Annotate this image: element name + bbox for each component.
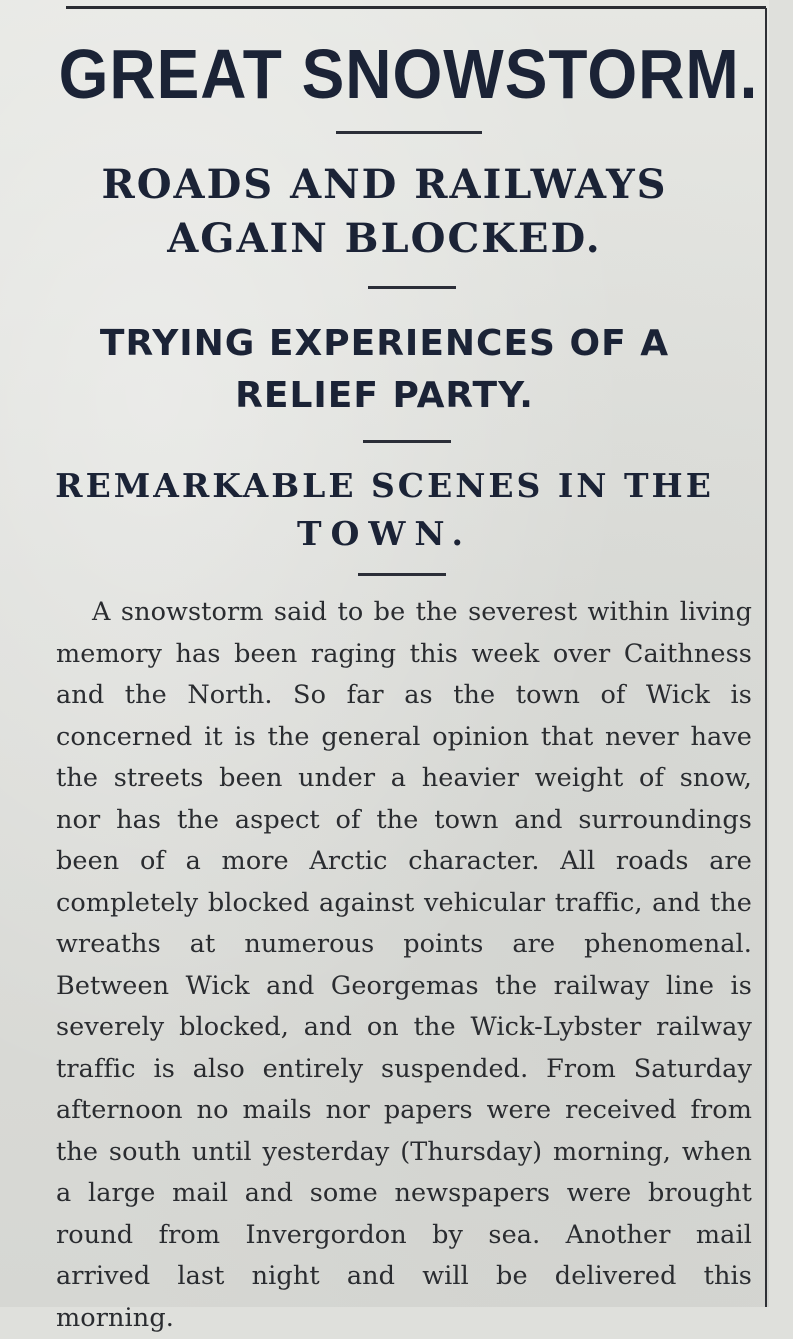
headline-divider	[336, 131, 482, 134]
subheadline-relief-line2: RELIEF PARTY.	[235, 375, 534, 416]
subheadline-town-scenes	[0, 462, 769, 558]
subheadline-roads-line2: AGAIN BLOCKED.	[167, 215, 602, 262]
main-headline: GREAT SNOWSTORM.	[58, 35, 759, 113]
subheadline-town-line1: REMARKABLE SCENES IN THE	[55, 466, 714, 505]
subheadline-relief-line1: TRYING EXPERIENCES OF A	[99, 323, 670, 364]
subheadline-relief-party	[0, 318, 769, 422]
subheadline-town-line2: TOWN.	[297, 514, 472, 553]
headline-divider	[368, 286, 456, 289]
headline-divider	[363, 440, 451, 443]
article-body: A snowstorm said to be the severest within living memory has been raging this week over Caithness and the North. So far as the town of Wick is concerned it is the general opinion that never have the streets been under a heavier weight of snow, nor has the aspect of the town and surroundings been of a more Arctic character. All roads are completely blocked against vehicular traffic, and the wreaths at numerous points are phenomenal. Between Wick and Georgemas the railway line is severely blocked, and on the Wick-Lybster railway traffic is also entirely suspended. From Saturday afternoon no mails nor papers were received from the south until yesterday (Thursday) morning, when a large mail and some newspapers were brought round from Invergordon by sea. Another mail arrived last night and will be delivered this morning.	[56, 597, 752, 1333]
column-top-rule	[66, 6, 766, 9]
subheadline-roads-line1: ROADS AND RAILWAYS	[101, 161, 668, 208]
headline-divider	[358, 573, 446, 576]
subheadline-roads	[0, 158, 769, 266]
